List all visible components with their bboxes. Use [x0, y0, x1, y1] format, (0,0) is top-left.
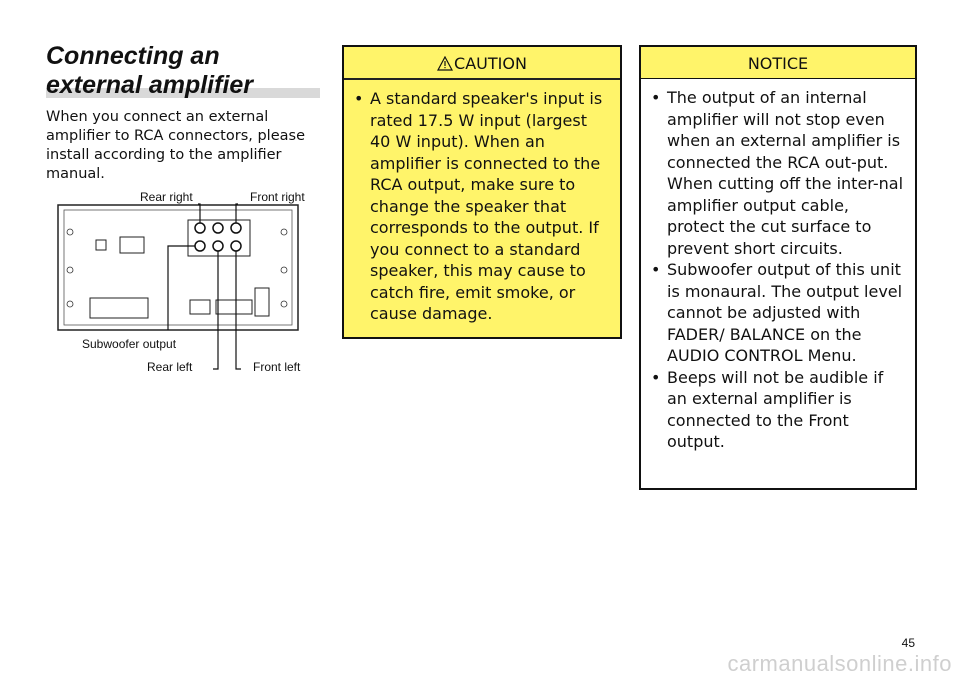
- notice-header: [641, 47, 915, 79]
- notice-list: [641, 79, 915, 453]
- caution-item: • A standard speaker's input is rated 17.5 W input (largest 40 W input). When an amplifier is connected to the RCA output, make sure to change the speaker that corresponds to the output. If you connect to a standard speaker, this may cause to catch fire, emit smoke, or cause damage.: [354, 88, 610, 325]
- rca-jack-center-top: [213, 223, 223, 233]
- label-rear-right: Rear right: [140, 190, 193, 204]
- rca-jack-front-left: [231, 241, 241, 251]
- caution-heading: CAUTION: [454, 54, 527, 73]
- rca-connector-diagram: [50, 180, 320, 380]
- section-title-line-2: external amplifier: [46, 71, 254, 99]
- section-title: [46, 42, 320, 100]
- notice-item: • The output of an internal amplifier will not stop even when an external amplifier is connected the RCA out-put. When cutting off the inter-nal amplifier output cable, protect the cut surface to prevent short circuits.: [651, 87, 905, 259]
- rca-jack-subwoofer: [195, 241, 205, 251]
- caution-list: [344, 80, 620, 325]
- rca-jack-rear-left: [213, 241, 223, 251]
- notice-item: • Beeps will not be audible if an external amplifier is connected to the Front output.: [651, 367, 905, 453]
- section-title-line-1: Connecting an: [46, 42, 220, 70]
- rca-jack-rear-right: [195, 223, 205, 233]
- label-front-left: Front left: [253, 360, 301, 374]
- warning-triangle-icon: [437, 56, 453, 71]
- chassis-outline: [58, 205, 298, 330]
- caution-header: [344, 47, 620, 80]
- page-number: 45: [901, 636, 915, 650]
- label-subwoofer-output: Subwoofer output: [82, 337, 177, 351]
- label-front-right: Front right: [250, 190, 305, 204]
- watermark-text: carmanualsonline.info: [727, 651, 952, 676]
- rca-jack-front-right: [231, 223, 241, 233]
- caution-box: [342, 45, 622, 339]
- intro-paragraph: When you connect an external amplifier to RCA connectors, please install according to the amplifier manual.: [46, 109, 305, 182]
- notice-heading: NOTICE: [747, 54, 809, 73]
- notice-box: [639, 45, 917, 490]
- notice-item: • Subwoofer output of this unit is monaural. The output level cannot be adjusted with FADER/ BALANCE on the AUDIO CONTROL Menu.: [651, 259, 905, 367]
- label-rear-left: Rear left: [147, 360, 193, 374]
